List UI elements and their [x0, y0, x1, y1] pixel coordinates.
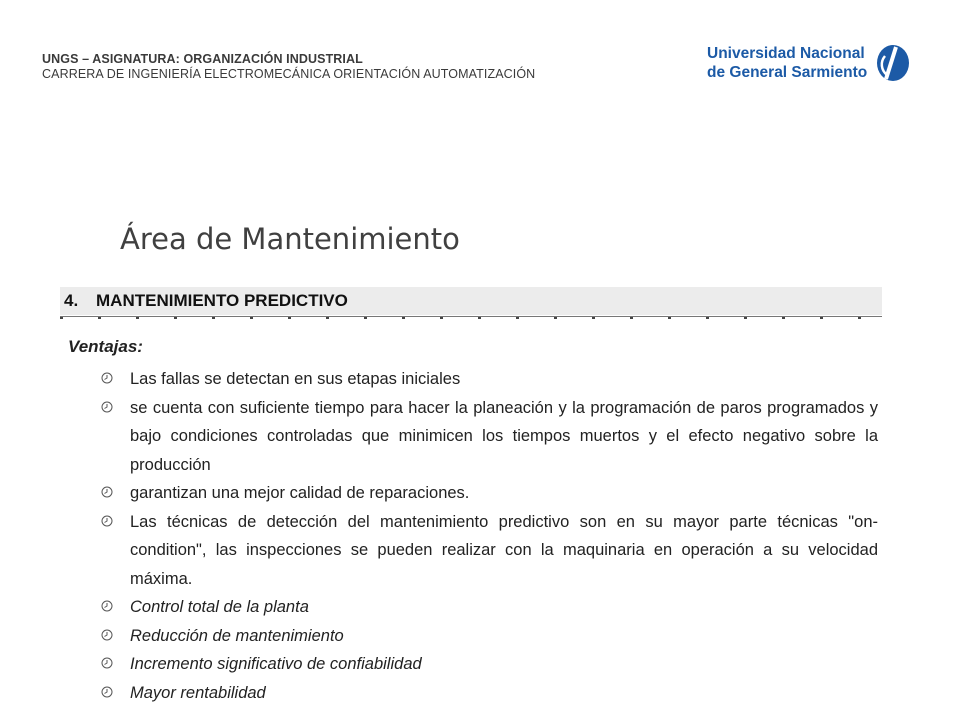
list-item	[68, 394, 878, 480]
list-item-text: Reducción de mantenimiento	[130, 626, 344, 645]
logo-text	[707, 44, 877, 82]
clock-icon	[101, 515, 113, 527]
clock-icon	[101, 600, 113, 612]
clock-icon	[101, 401, 113, 413]
list-item	[68, 479, 878, 508]
list-item-text: Mayor rentabilidad	[130, 683, 266, 702]
cropped-text-line	[60, 316, 882, 319]
list-item	[68, 679, 878, 708]
list-item-text: Las técnicas de detección del mantenimiento predictivo son en su mayor parte técnicas "on-condition", las inspecciones se pueden realizar con la maquinaria en operación a su velocidad máxima.	[130, 512, 878, 588]
list-item	[68, 593, 878, 622]
advantages-block	[68, 337, 878, 707]
clock-icon	[101, 686, 113, 698]
header-career-line: CARRERA DE INGENIERÍA ELECTROMECÁNICA ORIENTACIÓN AUTOMATIZACIÓN	[42, 67, 536, 81]
clock-icon	[101, 372, 113, 384]
logo-line-2: de General Sarmiento	[707, 64, 868, 81]
list-item-text: Control total de la planta	[130, 598, 309, 616]
section-heading-bar	[60, 287, 882, 315]
advantages-title: Ventajas:	[68, 337, 143, 356]
ungs-logo-mark-icon	[875, 44, 911, 82]
list-item-text: Las fallas se detectan en sus etapas iniciales	[130, 370, 461, 388]
list-item	[68, 508, 878, 594]
list-item-text: Incremento significativo de confiabilidad	[130, 655, 422, 673]
list-item	[68, 365, 878, 394]
clock-icon	[101, 657, 113, 669]
list-item-text: se cuenta con suficiente tiempo para hacer la planeación y la programación de paros programados y bajo condiciones controladas que minimicen los tiempos muertos y el efecto negativo sobre la producción	[130, 398, 878, 474]
list-item	[68, 650, 878, 679]
list-item-text: garantizan una mejor calidad de reparaciones.	[130, 484, 470, 502]
list-item	[68, 622, 878, 651]
header-course-line: UNGS – ASIGNATURA: ORGANIZACIÓN INDUSTRIAL	[42, 52, 363, 66]
advantages-list	[68, 365, 878, 707]
clock-icon	[101, 486, 113, 498]
slide-title: Área de Mantenimiento	[120, 222, 460, 256]
section-number: 4.	[64, 291, 79, 310]
document-header	[42, 52, 535, 82]
section-heading: MANTENIMIENTO PREDICTIVO	[96, 291, 348, 310]
clock-icon	[101, 629, 113, 641]
logo-line-1: Universidad Nacional	[707, 45, 865, 62]
